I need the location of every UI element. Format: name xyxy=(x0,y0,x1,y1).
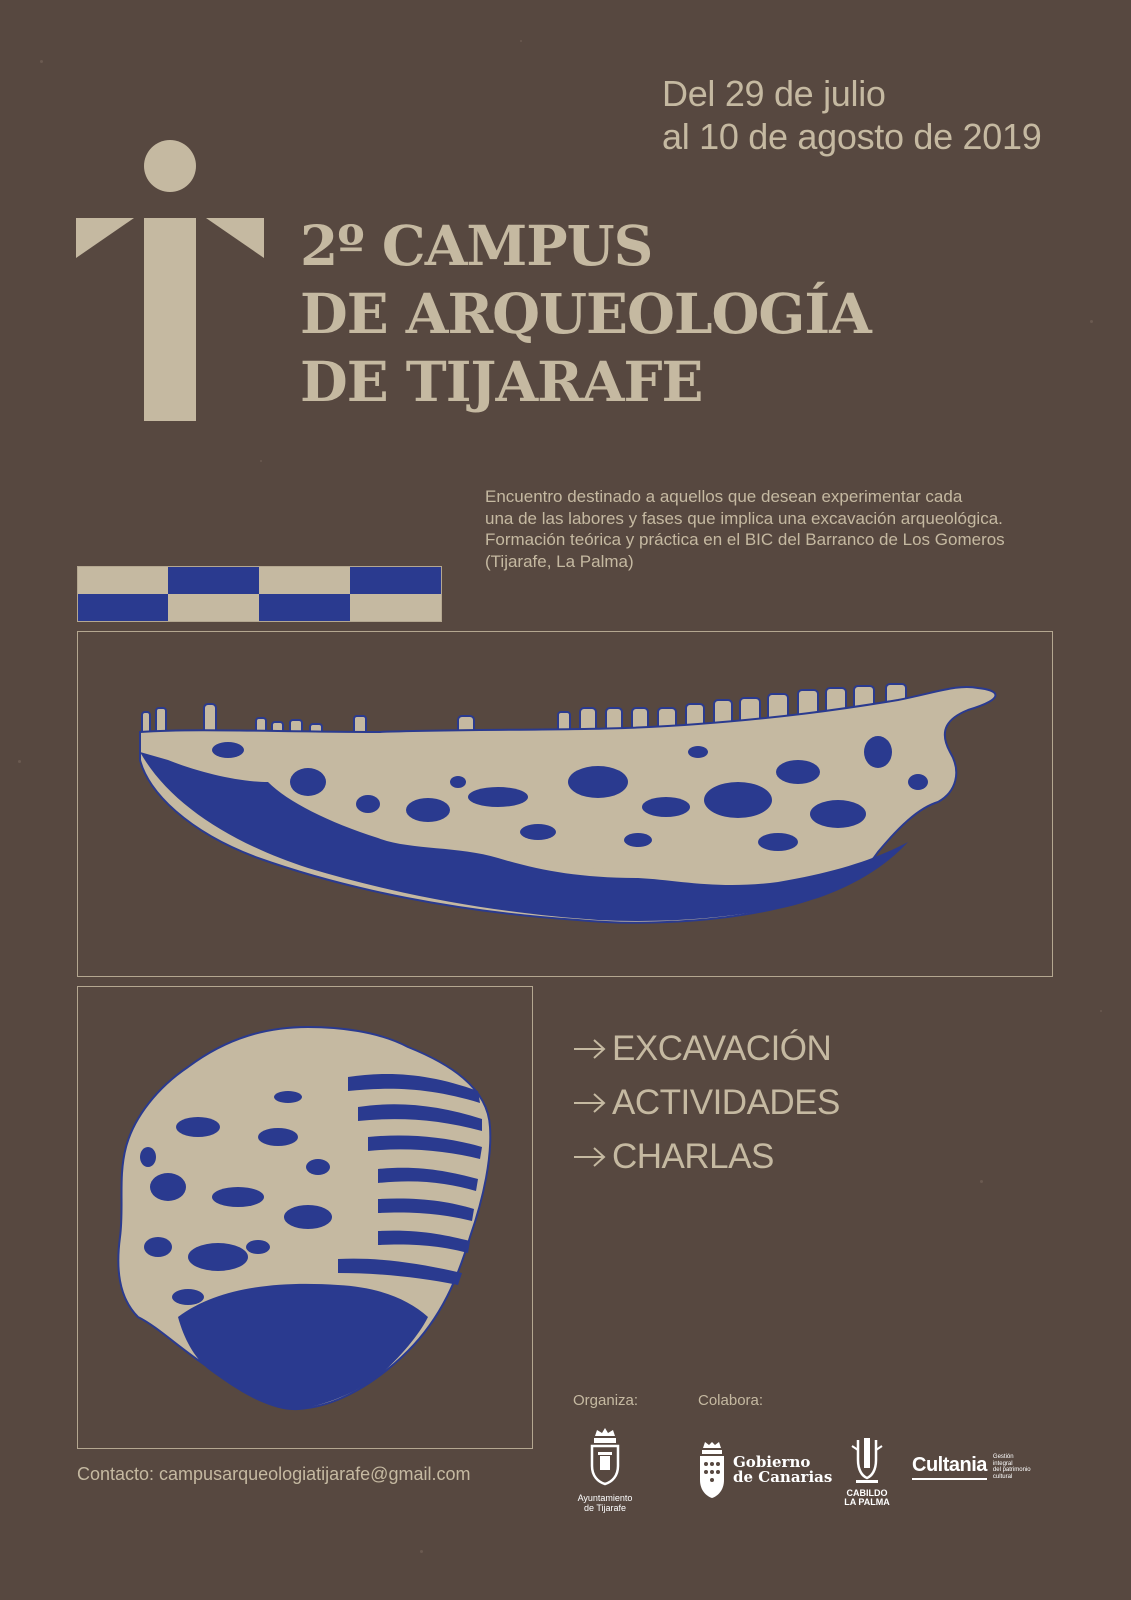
activity-label: CHARLAS xyxy=(612,1137,774,1176)
colabora-label: Colabora: xyxy=(698,1392,764,1409)
jawbone-fossil-icon xyxy=(78,632,1054,978)
cultania-tagline-2: integral xyxy=(992,1460,1013,1467)
texture-speck xyxy=(40,60,43,63)
tijarafe-name-line-2: de Tijarafe xyxy=(583,1503,627,1513)
date-start: Del 29 de julio xyxy=(662,73,886,114)
cultania-wordmark: Cultania xyxy=(912,1454,987,1476)
tijarafe-logo xyxy=(570,1428,640,1513)
campus-title xyxy=(300,212,871,416)
texture-speck xyxy=(520,40,522,42)
cabildo-name-line-1: CABILDO xyxy=(846,1488,888,1498)
canarias-name-line-1: Gobierno xyxy=(733,1453,811,1471)
texture-speck xyxy=(260,460,262,462)
canarias-shield-icon xyxy=(697,1442,727,1498)
arrow-right-icon xyxy=(572,1145,608,1169)
cultania-tagline-3: del patrimonio xyxy=(992,1467,1031,1473)
activity-excavacion xyxy=(572,1022,840,1076)
scale-bar-icon xyxy=(77,566,442,622)
title-line-1: 2º CAMPUS xyxy=(300,213,653,278)
cultania-tagline-1: Gestión xyxy=(992,1454,1014,1460)
gobierno-canarias-logo xyxy=(697,1442,832,1498)
cabildo-emblem-icon xyxy=(842,1436,892,1484)
contact-email: Contacto: campusarqueologiatijarafe@gmail.com xyxy=(77,1464,471,1484)
event-dates xyxy=(662,72,1041,158)
title-line-3: DE TIJARAFE xyxy=(300,349,703,414)
texture-speck xyxy=(420,1550,423,1553)
arrow-right-icon xyxy=(572,1037,608,1061)
cabildo-name-line-2: LA PALMA xyxy=(844,1497,890,1507)
activity-actividades xyxy=(572,1076,840,1130)
activity-charlas xyxy=(572,1130,840,1184)
date-end: al 10 de agosto de 2019 xyxy=(662,116,1042,157)
event-description xyxy=(485,486,1085,572)
pottery-sherd-icon xyxy=(78,987,534,1450)
texture-speck xyxy=(1090,320,1093,323)
activity-label: EXCAVACIÓN xyxy=(612,1029,832,1068)
description-line-3: Formación teórica y práctica en el BIC del Barranco de Los Gomeros xyxy=(485,530,1005,549)
cultania-tagline-4: cultural xyxy=(992,1473,1013,1480)
campus-i-logo-icon xyxy=(76,140,266,422)
description-line-1: Encuentro destinado a aquellos que desean experimentar cada xyxy=(485,487,963,506)
canarias-name-line-2: de Canarias xyxy=(733,1468,833,1486)
organiza-label: Organiza: xyxy=(573,1392,639,1409)
pottery-sherd-illustration-frame xyxy=(77,986,533,1449)
texture-speck xyxy=(18,760,21,763)
texture-speck xyxy=(1100,1010,1102,1012)
texture-speck xyxy=(980,1180,983,1183)
cabildo-la-palma-logo xyxy=(842,1436,892,1507)
coat-of-arms-icon xyxy=(570,1428,640,1488)
arrow-right-icon xyxy=(572,1091,608,1115)
activities-list xyxy=(572,1022,840,1184)
jawbone-illustration-frame xyxy=(77,631,1053,977)
title-line-2: DE ARQUEOLOGÍA xyxy=(300,281,871,346)
tijarafe-name-line-1: Ayuntamiento xyxy=(577,1493,633,1503)
description-line-2: una de las labores y fases que implica una excavación arqueológica. xyxy=(485,508,1003,528)
description-line-4: (Tijarafe, La Palma) xyxy=(485,551,634,571)
activity-label: ACTIVIDADES xyxy=(612,1083,840,1122)
cultania-logo xyxy=(912,1454,1031,1480)
